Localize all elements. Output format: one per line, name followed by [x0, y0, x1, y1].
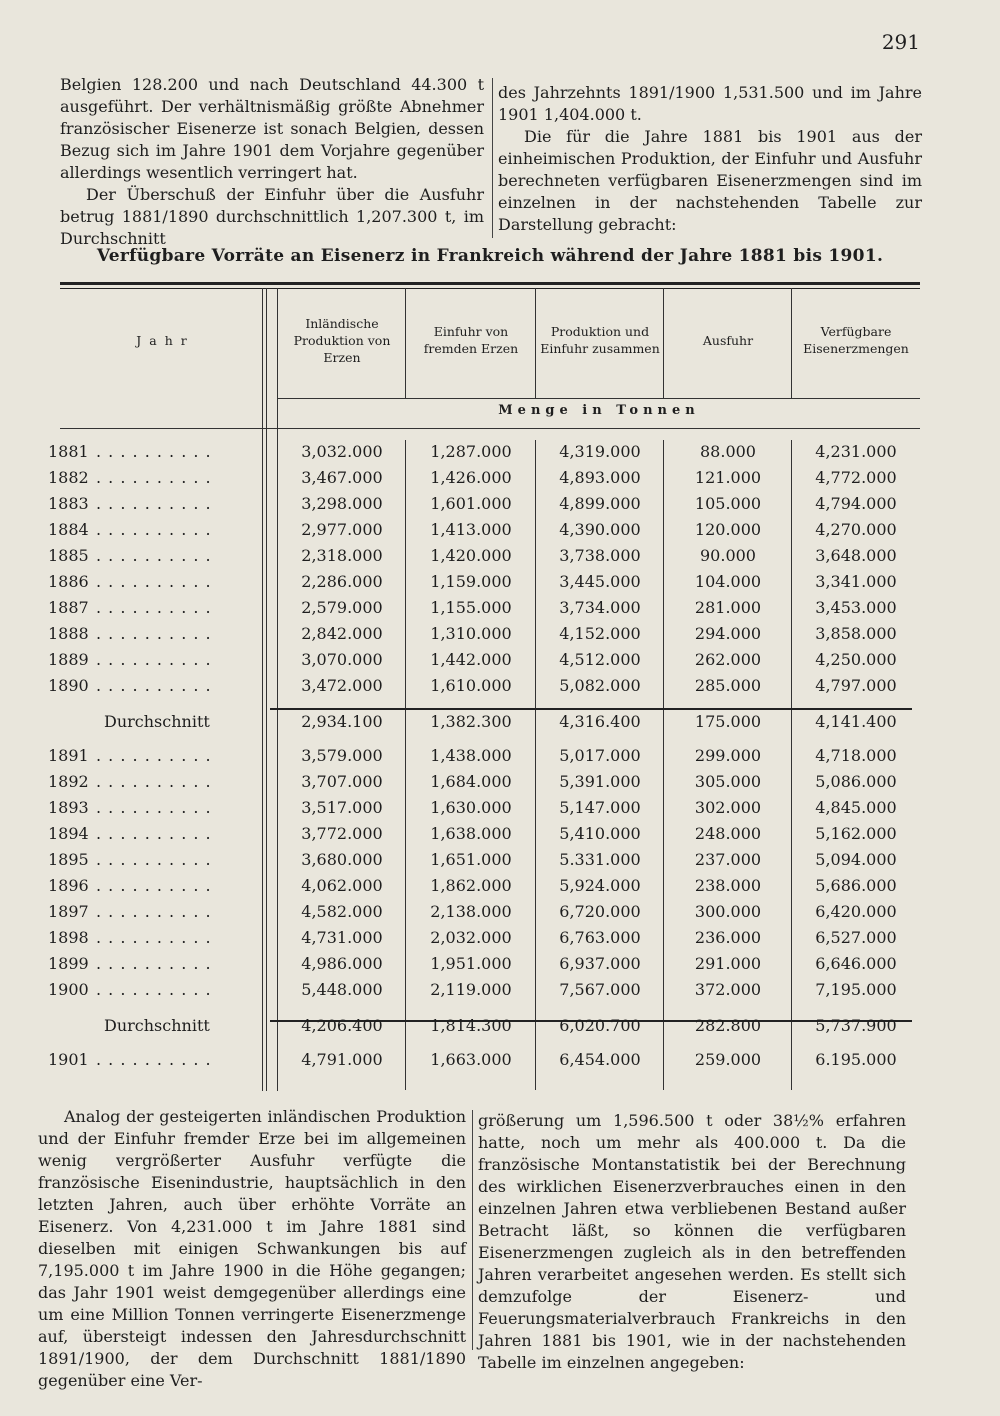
year-cell: 1898	[48, 928, 89, 947]
cell-total: 5,082.000	[559, 676, 641, 695]
average-row	[0, 1016, 1000, 1042]
header-domestic: Inländische Produktion von Erzen	[293, 315, 391, 365]
leader-dots: . . . . . . . . . .	[96, 902, 212, 921]
cell-available: 7,195.000	[815, 980, 897, 999]
header-total: Produktion und Einfuhr zusammen	[540, 324, 660, 356]
table-row	[0, 876, 1000, 902]
cell-domestic: 4,731.000	[301, 928, 383, 947]
cell-domestic: 4,791.000	[301, 1050, 383, 1069]
cell-total: 4,512.000	[559, 650, 641, 669]
cell-available: 6.195.000	[815, 1050, 897, 1069]
cell-imports: 1,651.000	[430, 850, 512, 869]
cell-imports: 1,951.000	[430, 954, 512, 973]
year-cell: 1881	[48, 442, 89, 461]
cell-imports: 2,119.000	[430, 980, 512, 999]
cell-total: 5,147.000	[559, 798, 641, 817]
year-cell: 1887	[48, 598, 89, 617]
cell-available: 6,420.000	[815, 902, 897, 921]
year-cell: 1901	[48, 1050, 89, 1069]
cell-domestic: 5,448.000	[301, 980, 383, 999]
cell-available: 5,086.000	[815, 772, 897, 791]
cell-domestic: 3,298.000	[301, 494, 383, 513]
year-cell: 1882	[48, 468, 89, 487]
header-exports: Ausfuhr	[702, 332, 754, 348]
leader-dots: . . . . . . . . . .	[96, 798, 212, 817]
average-row	[0, 712, 1000, 738]
cell-imports: 1,287.000	[430, 442, 512, 461]
leader-dots: . . . . . . . . . .	[96, 954, 212, 973]
leader-dots: . . . . . . . . . .	[96, 598, 212, 617]
cell-domestic: 3,579.000	[301, 746, 383, 765]
table-row	[0, 546, 1000, 572]
table-row	[0, 650, 1000, 676]
cell-exports: 285.000	[694, 676, 762, 695]
cell-total: 6,763.000	[559, 928, 641, 947]
cell-imports: 1,155.000	[430, 598, 512, 617]
table-row	[0, 494, 1000, 520]
cell-total: 4,319.000	[559, 442, 641, 461]
cell-imports: 2,032.000	[430, 928, 512, 947]
year-cell: 1896	[48, 876, 89, 895]
cell-available: 4,797.000	[815, 676, 897, 695]
cell-total: 6,937.000	[559, 954, 641, 973]
cell-exports: 300.000	[694, 902, 762, 921]
cell-domestic: 3,472.000	[301, 676, 383, 695]
cell-available: 4,270.000	[815, 520, 897, 539]
cell-domestic: 4,062.000	[301, 876, 383, 895]
year-cell: 1883	[48, 494, 89, 513]
cell-exports: 259.000	[694, 1050, 762, 1069]
leader-dots: . . . . . . . . . .	[96, 1050, 212, 1069]
cell-available: 4,845.000	[815, 798, 897, 817]
table-row	[0, 824, 1000, 850]
cell-domestic: 2,318.000	[301, 546, 383, 565]
cell-imports: 1,862.000	[430, 876, 512, 895]
leader-dots: . . . . . . . . . .	[96, 494, 212, 513]
table-row	[0, 676, 1000, 702]
cell-available: 5,686.000	[815, 876, 897, 895]
table-title: Verfügbare Vorräte an Eisenerz in Frankreich während der Jahre 1881 bis 1901.	[96, 246, 884, 266]
leader-dots: . . . . . . . . . .	[96, 572, 212, 591]
cell-total: 4,316.400	[559, 712, 641, 731]
cell-available: 5,737.900	[815, 1016, 897, 1035]
year-cell: 1899	[48, 954, 89, 973]
cell-domestic: 3,070.000	[301, 650, 383, 669]
table-row	[0, 468, 1000, 494]
table-row	[0, 850, 1000, 876]
cell-exports: 104.000	[694, 572, 762, 591]
cell-total: 4,893.000	[559, 468, 641, 487]
cell-imports: 1,382.300	[430, 712, 512, 731]
table-row	[0, 1050, 1000, 1076]
year-cell: 1886	[48, 572, 89, 591]
cell-exports: 175.000	[694, 712, 762, 731]
cell-imports: 1,310.000	[430, 624, 512, 643]
cell-imports: 1,814.300	[430, 1016, 512, 1035]
cell-imports: 1,630.000	[430, 798, 512, 817]
year-cell: 1892	[48, 772, 89, 791]
cell-exports: 282.800	[694, 1016, 762, 1035]
paragraph: Die für die Jahre 1881 bis 1901 aus der einheimischen Produktion, der Einfuhr und Ausfuhr berechneten verfügbaren Eisenerzmengen sind im einzelnen in der nachstehenden Tabelle zur Darstellung gebracht:	[498, 127, 922, 234]
table-row	[0, 520, 1000, 546]
leader-dots: . . . . . . . . . .	[96, 442, 212, 461]
leader-dots: . . . . . . . . . .	[96, 772, 212, 791]
year-cell: 1890	[48, 676, 89, 695]
year-cell: 1885	[48, 546, 89, 565]
cell-total: 5,410.000	[559, 824, 641, 843]
outro-right-column	[478, 1110, 906, 1374]
cell-available: 3,648.000	[815, 546, 897, 565]
average-label: Durchschnitt	[104, 712, 210, 731]
cell-total: 4,390.000	[559, 520, 641, 539]
cell-total: 3,445.000	[559, 572, 641, 591]
cell-imports: 1,413.000	[430, 520, 512, 539]
column-divider	[472, 1110, 473, 1350]
outro-left-column	[38, 1106, 466, 1392]
cell-exports: 281.000	[694, 598, 762, 617]
cell-imports: 1,426.000	[430, 468, 512, 487]
cell-domestic: 3,467.000	[301, 468, 383, 487]
table-row	[0, 624, 1000, 650]
table-row	[0, 442, 1000, 468]
cell-total: 3,738.000	[559, 546, 641, 565]
leader-dots: . . . . . . . . . .	[96, 468, 212, 487]
year-cell: 1893	[48, 798, 89, 817]
cell-domestic: 4,582.000	[301, 902, 383, 921]
cell-domestic: 4,206.400	[301, 1016, 383, 1035]
cell-exports: 120.000	[694, 520, 762, 539]
cell-imports: 1,663.000	[430, 1050, 512, 1069]
cell-exports: 121.000	[694, 468, 762, 487]
cell-available: 3,858.000	[815, 624, 897, 643]
cell-domestic: 2,579.000	[301, 598, 383, 617]
year-cell: 1891	[48, 746, 89, 765]
table-row	[0, 572, 1000, 598]
cell-imports: 1,438.000	[430, 746, 512, 765]
cell-domestic: 2,286.000	[301, 572, 383, 591]
cell-imports: 1,684.000	[430, 772, 512, 791]
year-cell: 1894	[48, 824, 89, 843]
paragraph: des Jahrzehnts 1891/1900 1,531.500 und im Jahre 1901 1,404.000 t.	[498, 83, 922, 124]
leader-dots: . . . . . . . . . .	[96, 746, 212, 765]
header-year: J a h r	[136, 332, 189, 348]
cell-available: 6,527.000	[815, 928, 897, 947]
cell-exports: 236.000	[694, 928, 762, 947]
cell-available: 4,231.000	[815, 442, 897, 461]
cell-available: 4,794.000	[815, 494, 897, 513]
leader-dots: . . . . . . . . . .	[96, 876, 212, 895]
cell-domestic: 3,517.000	[301, 798, 383, 817]
leader-dots: . . . . . . . . . .	[96, 928, 212, 947]
cell-total: 6,020.700	[559, 1016, 641, 1035]
cell-exports: 238.000	[694, 876, 762, 895]
leader-dots: . . . . . . . . . .	[96, 624, 212, 643]
year-cell: 1884	[48, 520, 89, 539]
cell-exports: 305.000	[694, 772, 762, 791]
cell-total: 5,391.000	[559, 772, 641, 791]
cell-available: 4,250.000	[815, 650, 897, 669]
cell-exports: 291.000	[694, 954, 762, 973]
cell-domestic: 2,934.100	[301, 712, 383, 731]
cell-imports: 1,159.000	[430, 572, 512, 591]
cell-imports: 1,420.000	[430, 546, 512, 565]
cell-total: 5.331.000	[559, 850, 641, 869]
page-number: 291	[881, 30, 920, 54]
year-cell: 1897	[48, 902, 89, 921]
cell-domestic: 4,986.000	[301, 954, 383, 973]
leader-dots: . . . . . . . . . .	[96, 824, 212, 843]
year-cell: 1888	[48, 624, 89, 643]
cell-exports: 294.000	[694, 624, 762, 643]
cell-imports: 1,442.000	[430, 650, 512, 669]
cell-exports: 88.000	[700, 442, 756, 461]
table-row	[0, 928, 1000, 954]
cell-available: 3,453.000	[815, 598, 897, 617]
table-row	[0, 598, 1000, 624]
cell-available: 4,718.000	[815, 746, 897, 765]
cell-exports: 248.000	[694, 824, 762, 843]
cell-exports: 105.000	[694, 494, 762, 513]
year-cell: 1895	[48, 850, 89, 869]
cell-total: 6,454.000	[559, 1050, 641, 1069]
cell-exports: 302.000	[694, 798, 762, 817]
table-row	[0, 746, 1000, 772]
table-row	[0, 772, 1000, 798]
leader-dots: . . . . . . . . . .	[96, 980, 212, 999]
cell-total: 4,899.000	[559, 494, 641, 513]
cell-total: 4,152.000	[559, 624, 641, 643]
units-label: Menge in Tonnen	[498, 403, 700, 418]
cell-available: 5,162.000	[815, 824, 897, 843]
cell-exports: 237.000	[694, 850, 762, 869]
cell-exports: 90.000	[700, 546, 756, 565]
table-row	[0, 902, 1000, 928]
paragraph: Belgien 128.200 und nach Deutschland 44.300 t ausgeführt. Der verhältnismäßig größte Abnehmer französischer Eisenerze ist sonach Belgien, dessen Bezug sich im Jahre 1901 dem Vorjahre gegenüber allerdings wesentlich verringert hat.	[60, 75, 484, 182]
cell-available: 4,141.400	[815, 712, 897, 731]
table-row	[0, 980, 1000, 1006]
cell-total: 3,734.000	[559, 598, 641, 617]
cell-imports: 2,138.000	[430, 902, 512, 921]
cell-available: 6,646.000	[815, 954, 897, 973]
cell-domestic: 3,772.000	[301, 824, 383, 843]
cell-total: 5,017.000	[559, 746, 641, 765]
cell-available: 3,341.000	[815, 572, 897, 591]
cell-domestic: 3,680.000	[301, 850, 383, 869]
header-available: Verfügbare Eisenerzmengen	[803, 324, 909, 356]
cell-exports: 299.000	[694, 746, 762, 765]
cell-imports: 1,601.000	[430, 494, 512, 513]
cell-exports: 262.000	[694, 650, 762, 669]
year-cell: 1900	[48, 980, 89, 999]
cell-domestic: 3,707.000	[301, 772, 383, 791]
cell-domestic: 2,842.000	[301, 624, 383, 643]
year-cell: 1889	[48, 650, 89, 669]
leader-dots: . . . . . . . . . .	[96, 850, 212, 869]
paragraph: größerung um 1,596.500 t oder 38½% erfahren hatte, noch um mehr als 400.000 t. Da die französische Montanstatistik bei der Berechnung des wirklichen Eisenerzverbrauches einen in den einzelnen Jahren etwa verbliebenen Bestand außer Betracht läßt, so können die verfügbaren Eisenerzmengen zugleich als in den betreffenden Jahren verarbeitet angesehen werden. Es stellt sich demzufolge der Eisenerz- und Feuerungsmaterialverbrauch Frankreichs in den Jahren 1881 bis 1901, wie in der nachstehenden Tabelle im einzelnen angegeben:	[478, 1111, 906, 1372]
leader-dots: . . . . . . . . . .	[96, 520, 212, 539]
header-imports: Einfuhr von fremden Erzen	[423, 324, 519, 356]
cell-exports: 372.000	[694, 980, 762, 999]
cell-imports: 1,638.000	[430, 824, 512, 843]
cell-available: 4,772.000	[815, 468, 897, 487]
cell-total: 6,720.000	[559, 902, 641, 921]
leader-dots: . . . . . . . . . .	[96, 546, 212, 565]
cell-total: 5,924.000	[559, 876, 641, 895]
cell-domestic: 3,032.000	[301, 442, 383, 461]
leader-dots: . . . . . . . . . .	[96, 676, 212, 695]
paragraph: Analog der gesteigerten inländischen Produktion und der Einfuhr fremder Erze bei im allgemeinen wenig vergrößerter Ausfuhr verfügte die französische Eisenindustrie, hauptsächlich in den letzten Jahren, auch über erhöhte Vorräte an Eisenerz. Von 4,231.000 t im Jahre 1881 sind dieselben mit einigen Schwankungen bis auf 7,195.000 t im Jahre 1900 in die Höhe gegangen; das Jahr 1901 weist demgegenüber allerdings eine um eine Million Tonnen verringerte Eisenerzmenge auf, übersteigt indessen den Jahresdurchschnitt 1891/1900, der dem Durchschnitt 1881/1890 gegenüber eine Ver-	[38, 1107, 466, 1390]
leader-dots: . . . . . . . . . .	[96, 650, 212, 669]
average-label: Durchschnitt	[104, 1016, 210, 1035]
paragraph: Der Überschuß der Einfuhr über die Ausfuhr betrug 1881/1890 durchschnittlich 1,207.300 t, im Durchschnitt	[60, 185, 484, 248]
table-row	[0, 798, 1000, 824]
cell-imports: 1,610.000	[430, 676, 512, 695]
table-row	[0, 954, 1000, 980]
cell-total: 7,567.000	[559, 980, 641, 999]
cell-domestic: 2,977.000	[301, 520, 383, 539]
cell-available: 5,094.000	[815, 850, 897, 869]
